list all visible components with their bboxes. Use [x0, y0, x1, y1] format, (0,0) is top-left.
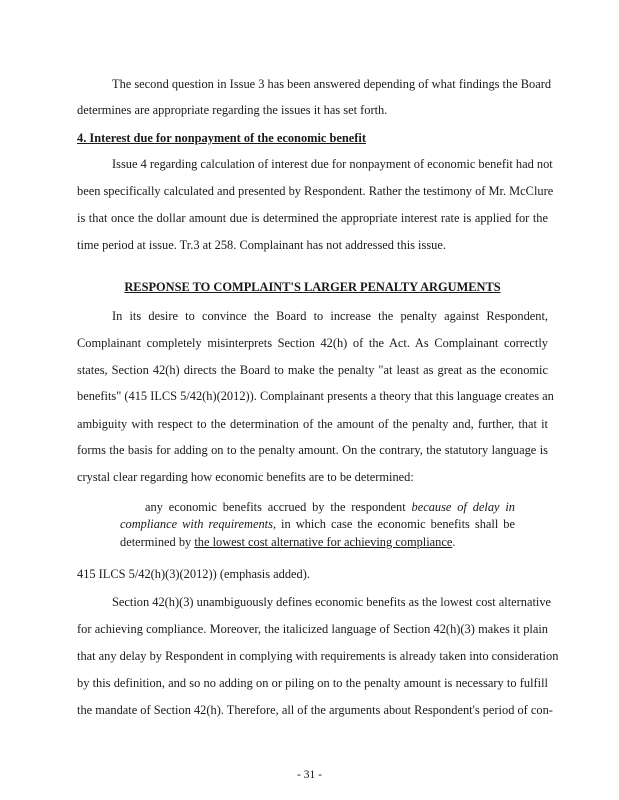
response-line-1: In its desire to convince the Board to increase the penalty against Respondent,: [112, 309, 548, 323]
final-paragraph-line-4: by this definition, and so no adding on or piling on to the penalty amount is necessary to fulfill: [77, 676, 548, 690]
quote-text: determined by: [120, 535, 195, 549]
final-paragraph-line-5: the mandate of Section 42(h). Therefore, all of the arguments about Respondent's period of con-: [77, 703, 553, 717]
final-paragraph-line-3: that any delay by Respondent in complying with requirements is already taken into consideration: [77, 649, 559, 663]
page-number: - 31 -: [297, 769, 322, 781]
response-line-4: benefits" (415 ILCS 5/42(h)(2012)). Complainant presents a theory that this language creates an: [77, 389, 554, 403]
response-heading: RESPONSE TO COMPLAINT'S LARGER PENALTY ARGUMENTS: [124, 280, 501, 294]
block-quote-line-1: [145, 500, 515, 515]
response-line-5: ambiguity with respect to the determination of the amount of the penalty and, further, that it: [77, 417, 548, 431]
section-4-line-3: is that once the dollar amount due is determined the appropriate interest rate is applied for the: [77, 211, 548, 225]
quote-text: .: [452, 535, 456, 549]
quote-emphasis: compliance with requirements: [120, 517, 273, 531]
response-line-2: Complainant completely misinterprets Section 42(h) of the Act. As Complainant correctly: [77, 336, 548, 350]
section-4-line-1: Issue 4 regarding calculation of interest due for nonpayment of economic benefit had not: [112, 157, 553, 171]
quote-emphasis: because of delay in: [411, 500, 516, 514]
quote-text: any economic benefits accrued by the respondent: [145, 500, 412, 514]
response-line-6: forms the basis for adding on to the penalty amount. On the contrary, the statutory language is: [77, 443, 548, 457]
section-4-heading: 4. Interest due for nonpayment of the economic benefit: [77, 131, 366, 145]
paragraph-1-line-1: The second question in Issue 3 has been answered depending of what findings the Board: [112, 77, 552, 91]
response-line-3: states, Section 42(h) directs the Board to make the penalty "at least as great as the economic: [77, 363, 548, 377]
section-4-line-2: been specifically calculated and presented by Respondent. Rather the testimony of Mr. McClure: [77, 184, 554, 198]
block-quote-line-2: [120, 517, 515, 532]
section-4-line-4: time period at issue. Tr.3 at 258. Complainant has not addressed this issue.: [77, 238, 446, 252]
paragraph-1-line-2: determines are appropriate regarding the issues it has set forth.: [77, 103, 388, 117]
block-quote-line-3: [120, 535, 515, 550]
citation: 415 ILCS 5/42(h)(3)(2012)) (emphasis added).: [77, 567, 310, 581]
quote-text: , in which case the economic benefits shall be: [272, 517, 515, 531]
final-paragraph-line-2: for achieving compliance. Moreover, the italicized language of Section 42(h)(3) makes it plain: [77, 622, 548, 636]
response-line-7: crystal clear regarding how economic benefits are to be determined:: [77, 470, 414, 484]
quote-underlined: the lowest cost alternative for achieving compliance: [194, 535, 453, 549]
final-paragraph-line-1: Section 42(h)(3) unambiguously defines economic benefits as the lowest cost alternative: [112, 595, 552, 609]
